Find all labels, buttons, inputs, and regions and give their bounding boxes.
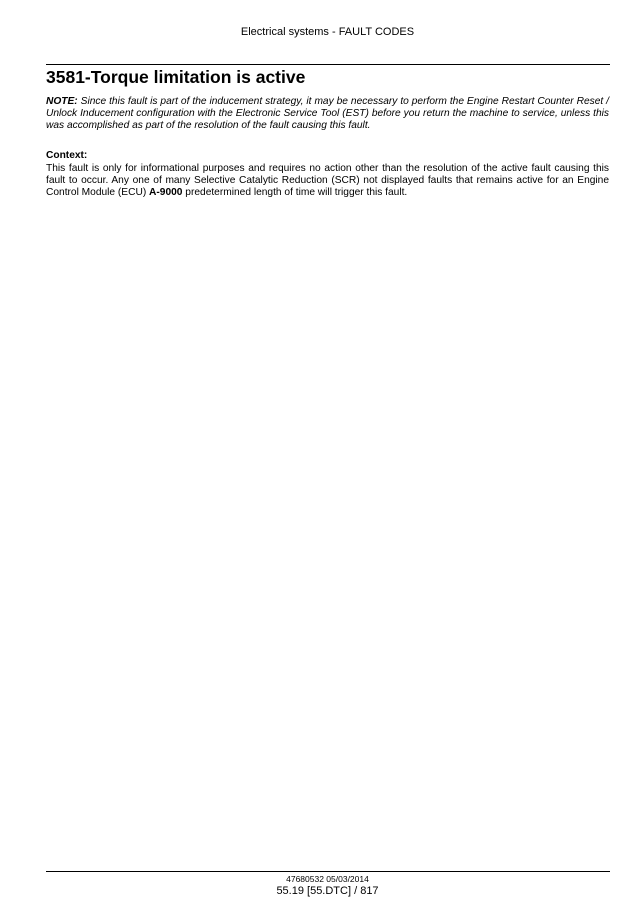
context-heading: Context:: [46, 150, 88, 161]
context-code-ref: A-9000: [149, 187, 183, 198]
context-paragraph: [46, 163, 609, 199]
footer-rule: [46, 871, 610, 872]
note-paragraph: [46, 96, 609, 132]
page-header-title: Electrical systems - FAULT CODES: [240, 26, 415, 38]
note-text: Since this fault is part of the inducement strategy, it may be necessary to perform the Engine Restart Counter Reset / Unlock Inducement configuration with the Electronic Service Tool (EST) before you return the machine to service, unless this was accomplished as part of the resolution of the fault causing this fault.: [46, 96, 609, 131]
context-text-before: This fault is only for informational purposes and requires no action other than the resolution of the active fault causing this fault to occur. Any one of many Selective Catalytic Reduction (SCR) not displayed faults that remains active for an Engine Control Module (ECU): [46, 163, 609, 198]
context-text-after: predetermined length of time will trigger this fault.: [182, 187, 408, 198]
note-label: NOTE:: [46, 96, 78, 107]
footer-doc-ref: 47680532 05/03/2014: [286, 874, 369, 884]
header-rule: [46, 64, 610, 65]
fault-title: 3581-Torque limitation is active: [46, 67, 306, 87]
footer-page-number: 55.19 [55.DTC] / 817: [276, 885, 379, 897]
